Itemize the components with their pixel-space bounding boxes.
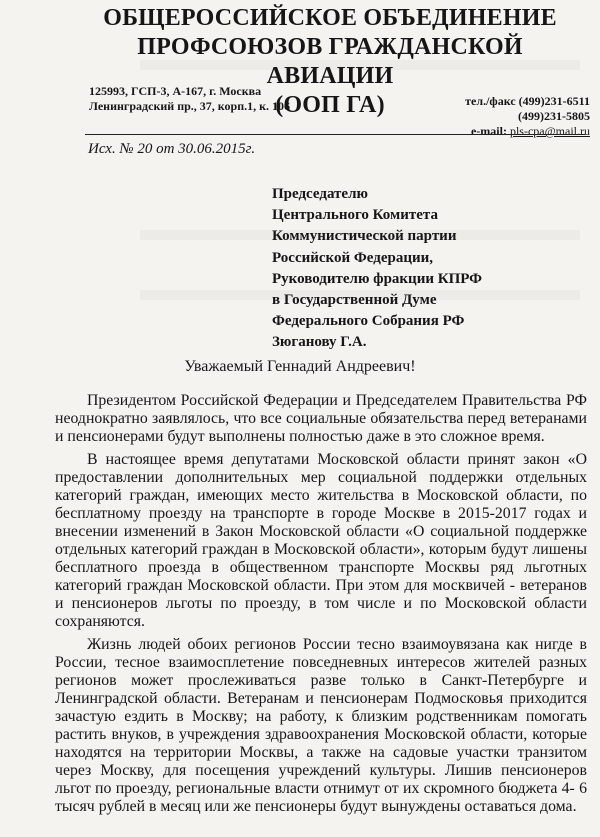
addressee-block: Председателю Центрального Комитета Коммунистической партии Российской Федерации, Руководителю фракции КПРФ в Государственной Думе Федерального Собрания РФ Зюганову Г.А. <box>272 186 483 351</box>
email-line: e-mail: pls-cpa@mail.ru <box>470 124 590 138</box>
letterhead-divider <box>85 134 585 135</box>
paragraph: Жизнь людей обоих регионов России тесно взаимоувязана как нигде в России, тесное взаимосплетение повседневных интересов жителей разных регионов может прослеживаться разве только в Санкт-Петербурге и Ленинградской области. Ветеранам и пенсионерам Подмосковья приходится зачастую ездить в Москву; на работу, к близким родственникам помогать растить внуков, в учреждения здравоохранения Московской области, которые находятся на территории Москвы, а также на садовые участки транзитом через Москву, для посещения учреждений культуры. Лишив пенсионеров льгот по проезду, региональные власти отнимут от их скромного бюджета 4- 6 тысяч рублей в месяц или же пенсионеры будут вынуждены оставаться дома. <box>55 636 587 815</box>
paragraph: В настоящее время депутатами Московской области принят закон «О предоставлении дополнительных мер социальной поддержки отдельных категорий граждан, имеющих место жительства в Московской области, по бесплатному проезду на транспорте в городе Москве в 2015-2017 годах и внесении изменений в Закон Московской области «О социальной поддержке отдельных категорий граждан в Московской области», которым будут лишены бесплатного проезда в общественном транспорте Москвы ряд льготных категорий граждан Московской области. При этом для москвичей - ветеранов и пенсионеров льготы по проезду, в том числе и по Московской области сохраняются. <box>55 451 587 630</box>
contacts: тел./факс (499)231-6511 (499)231-5805 e-mail: pls-cpa@mail.ru <box>400 94 590 139</box>
paragraph: Президентом Российской Федерации и Председателем Правительства РФ неоднократно заявлялось, что все социальные обязательства перед ветеранами и пенсионерами будут выполнены полностью даже в это сложное время. <box>55 392 587 445</box>
letter-body <box>55 392 587 816</box>
postal-address: 125993, ГСП-3, А-167, г. Москва Ленинградский пр., 37, корп.1, к. 106 <box>89 84 291 113</box>
letterhead-title: ОБЩЕРОССИЙСКОЕ ОБЪЕДИНЕНИЕ ПРОФСОЮЗОВ ГРАЖДАНСКОЙ АВИАЦИИ (ООП ГА) <box>103 5 557 118</box>
email-link[interactable]: pls-cpa@mail.ru <box>509 124 590 138</box>
salutation: Уважаемый Геннадий Андреевич! <box>184 358 416 375</box>
reference-number: Исх. № 20 от 30.06.2015г. <box>88 141 256 157</box>
